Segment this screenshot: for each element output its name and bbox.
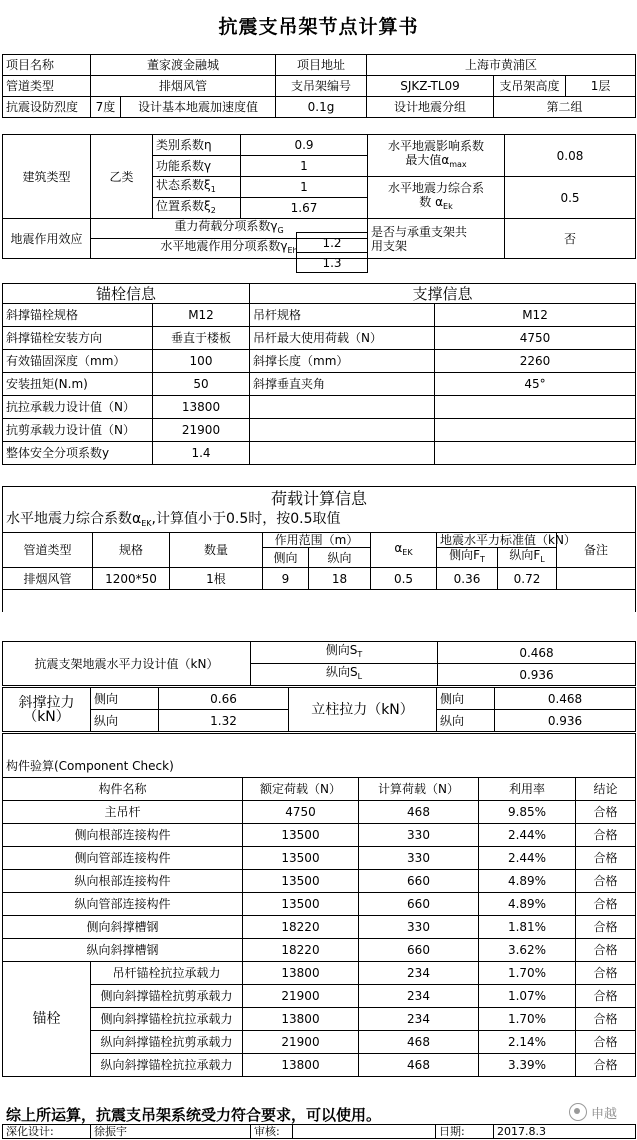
result: 合格 <box>576 916 636 939</box>
utilization: 4.89% <box>479 870 576 893</box>
result: 合格 <box>576 847 636 870</box>
design-force-label: 抗震支架地震水平力设计值（kN） <box>3 642 251 686</box>
col-rated-load: 额定荷载（N） <box>243 778 359 801</box>
col-ft: 侧向$F_T$ <box>437 548 498 568</box>
col-fl: 纵向$F_L$ <box>498 548 557 568</box>
bt-long-value: 1.32 <box>159 710 289 732</box>
calc-load: 330 <box>359 824 479 847</box>
st-label: 侧向$S_T$ <box>251 642 438 664</box>
utilization: 4.89% <box>479 893 576 916</box>
component-name: 侧向管部连接构件 <box>3 847 243 870</box>
pipe-type: 排烟风管 <box>91 76 276 97</box>
bt-side-value: 0.66 <box>159 688 289 710</box>
component-name: 纵向斜撑槽钢 <box>3 939 243 962</box>
xi2-label: 位置系数$\xi_2$ <box>153 198 241 219</box>
utilization: 3.39% <box>479 1054 576 1077</box>
eta-label: 类别系数η <box>153 135 241 156</box>
utilization: 3.62% <box>479 939 576 962</box>
rated-load: 13500 <box>243 893 359 916</box>
col-seismic-std: 地震水平力标准值（kN） <box>437 533 557 548</box>
bt-long-label: 纵向 <box>91 710 159 732</box>
project-name: 董家渡金融城 <box>91 55 276 76</box>
rated-load: 13500 <box>243 870 359 893</box>
support-height-label: 支吊架高度 <box>494 76 566 97</box>
post-tension-label: 立柱拉力（kN） <box>289 688 437 732</box>
component-name: 纵向管部连接构件 <box>3 893 243 916</box>
intensity: 7度 <box>91 97 121 118</box>
component-name: 纵向根部连接构件 <box>3 870 243 893</box>
brace-row-value: 4750 <box>435 327 636 350</box>
component-check-table <box>2 733 636 1077</box>
gamma-values-table <box>296 232 368 273</box>
bt-side-label: 侧向 <box>91 688 159 710</box>
support-height: 1层 <box>566 76 636 97</box>
post-side-label: 侧向 <box>437 688 495 710</box>
calc-load: 234 <box>359 962 479 985</box>
st-value: 0.468 <box>438 642 636 664</box>
support-no: SJKZ-TL09 <box>367 76 494 97</box>
group-label: 设计地震分组 <box>367 97 494 118</box>
col-range-long: 纵向 <box>309 548 371 568</box>
tension-table <box>2 687 636 732</box>
shared-label: 是否与承重支架共 用支架 <box>368 219 505 259</box>
rated-load: 18220 <box>243 939 359 962</box>
col-range-side: 侧向 <box>263 548 309 568</box>
anchor-row-value: M12 <box>153 304 250 327</box>
load-calc-table <box>2 486 636 612</box>
utilization: 2.44% <box>479 824 576 847</box>
result: 合格 <box>576 824 636 847</box>
load-aek: 0.5 <box>371 568 437 590</box>
calc-load: 468 <box>359 1031 479 1054</box>
calc-load: 468 <box>359 801 479 824</box>
gamma-eh-value: 1.3 <box>297 253 368 273</box>
anchor-row-value: 13800 <box>153 396 250 419</box>
component-name: 侧向斜撑槽钢 <box>3 916 243 939</box>
result: 合格 <box>576 985 636 1008</box>
brace-row-value: M12 <box>435 304 636 327</box>
xi2-value: 1.67 <box>241 198 368 219</box>
load-remark <box>557 568 636 590</box>
rated-load: 13500 <box>243 847 359 870</box>
brace-row-label: 吊杆最大使用荷载（N） <box>250 327 435 350</box>
rated-load: 21900 <box>243 1031 359 1054</box>
sl-value: 0.936 <box>438 664 636 686</box>
reviewer-name <box>293 1125 436 1139</box>
utilization: 1.07% <box>479 985 576 1008</box>
brace-row-value: 45° <box>435 373 636 396</box>
anchor-row-value: 垂直于楼板 <box>153 327 250 350</box>
utilization: 1.70% <box>479 962 576 985</box>
calc-load: 660 <box>359 939 479 962</box>
date-value: 2017.8.3 <box>494 1125 636 1139</box>
anchor-row-label: 斜撑锚栓安装方向 <box>3 327 153 350</box>
utilization: 2.14% <box>479 1031 576 1054</box>
anchor-row-value: 50 <box>153 373 250 396</box>
load-calc-header: 荷载计算信息 <box>3 487 636 511</box>
result: 合格 <box>576 1008 636 1031</box>
col-calc-load: 计算荷载（N） <box>359 778 479 801</box>
anchor-row-value: 100 <box>153 350 250 373</box>
calc-load: 660 <box>359 870 479 893</box>
project-name-label: 项目名称 <box>3 55 91 76</box>
calc-load: 330 <box>359 847 479 870</box>
result: 合格 <box>576 801 636 824</box>
result: 合格 <box>576 870 636 893</box>
accel: 0.1g <box>276 97 367 118</box>
aek-value: 0.5 <box>505 177 636 219</box>
result: 合格 <box>576 962 636 985</box>
project-address-label: 项目地址 <box>276 55 367 76</box>
reviewer-label: 审核: <box>251 1125 293 1139</box>
post-side-value: 0.468 <box>495 688 636 710</box>
component-name: 纵向斜撑锚栓抗拉承载力 <box>91 1054 243 1077</box>
calc-load: 660 <box>359 893 479 916</box>
rated-load: 13800 <box>243 1008 359 1031</box>
eta-value: 0.9 <box>241 135 368 156</box>
brace-row-label: 吊杆规格 <box>250 304 435 327</box>
pipe-type-label: 管道类型 <box>3 76 91 97</box>
effect-label: 地震作用效应 <box>3 219 91 259</box>
col-qty: 数量 <box>170 533 263 568</box>
aek-note: 水平地震力综合系数$\alpha_{EK}$,计算值小于0.5时，按0.5取值 <box>3 511 636 533</box>
anchor-row-value: 21900 <box>153 419 250 442</box>
result: 合格 <box>576 1054 636 1077</box>
calc-load: 330 <box>359 916 479 939</box>
col-component-name: 构件名称 <box>3 778 243 801</box>
sl-label: 纵向$S_L$ <box>251 664 438 686</box>
building-type: 乙类 <box>91 135 153 219</box>
calc-load: 234 <box>359 985 479 1008</box>
utilization: 1.70% <box>479 1008 576 1031</box>
rated-load: 4750 <box>243 801 359 824</box>
brace-info-header: 支撑信息 <box>250 284 636 304</box>
project-address: 上海市黄浦区 <box>367 55 636 76</box>
gamma-value: 1 <box>241 156 368 177</box>
anchor-info-header: 锚栓信息 <box>3 284 250 304</box>
result: 合格 <box>576 939 636 962</box>
col-spec: 规格 <box>93 533 170 568</box>
intensity-label: 抗震设防烈度 <box>3 97 91 118</box>
brace-row-label: 斜撑垂直夹角 <box>250 373 435 396</box>
document-title: 抗震支吊架节点计算书 <box>218 16 419 38</box>
designer-name: 徐振宇 <box>91 1125 251 1139</box>
anchor-row-label: 抗拉承载力设计值（N） <box>3 396 153 419</box>
xi1-label: 状态系数$\xi_1$ <box>153 177 241 198</box>
component-name: 侧向斜撑锚栓抗拉承载力 <box>91 1008 243 1031</box>
aek-label: 水平地震力综合系 数 $\alpha_{Ek}$ <box>368 177 505 219</box>
result: 合格 <box>576 1031 636 1054</box>
post-long-value: 0.936 <box>495 710 636 732</box>
load-pipe: 排烟风管 <box>3 568 93 590</box>
col-remark: 备注 <box>557 533 636 568</box>
rated-load: 18220 <box>243 916 359 939</box>
col-aek: $\alpha_{EK}$ <box>371 533 437 568</box>
load-spec: 1200*50 <box>93 568 170 590</box>
brace-tension-label: 斜撑拉力 （kN） <box>3 688 91 732</box>
brace-row-label: 斜撑长度（mm） <box>250 350 435 373</box>
post-long-label: 纵向 <box>437 710 495 732</box>
amax-value: 0.08 <box>505 135 636 177</box>
group: 第二组 <box>494 97 636 118</box>
result: 合格 <box>576 893 636 916</box>
wechat-icon <box>569 1103 587 1121</box>
watermark: 申越 <box>569 1103 617 1122</box>
component-name: 侧向根部连接构件 <box>3 824 243 847</box>
component-name: 侧向斜撑锚栓抗剪承载力 <box>91 985 243 1008</box>
calc-load: 234 <box>359 1008 479 1031</box>
brace-row-value: 2260 <box>435 350 636 373</box>
load-long: 18 <box>309 568 371 590</box>
component-check-header: 构件验算(Component Check) <box>3 756 636 778</box>
rated-load: 13800 <box>243 962 359 985</box>
load-ft: 0.36 <box>437 568 498 590</box>
col-utilization: 利用率 <box>479 778 576 801</box>
project-info-table <box>2 54 636 118</box>
rated-load: 21900 <box>243 985 359 1008</box>
anchor-group-label: 锚栓 <box>3 962 91 1077</box>
component-name: 主吊杆 <box>3 801 243 824</box>
col-result: 结论 <box>576 778 636 801</box>
anchor-row-label: 抗剪承载力设计值（N） <box>3 419 153 442</box>
designer-label: 深化设计: <box>3 1125 91 1139</box>
component-name: 吊杆锚栓抗拉承载力 <box>91 962 243 985</box>
anchor-row-label: 斜撑锚栓规格 <box>3 304 153 327</box>
anchor-brace-table <box>2 283 636 465</box>
utilization: 9.85% <box>479 801 576 824</box>
conclusion-text: 综上所运算，抗震支吊架系统受力符合要求，可以使用。 <box>6 1106 382 1124</box>
utilization: 1.81% <box>479 916 576 939</box>
building-type-label: 建筑类型 <box>3 135 91 219</box>
col-range: 作用范围（m） <box>263 533 371 548</box>
xi1-value: 1 <box>241 177 368 198</box>
load-fl: 0.72 <box>498 568 557 590</box>
gamma-eh-label: 水平地震作用分项系数$\gamma_{Eh}$ <box>91 239 368 259</box>
anchor-row-label: 有效锚固深度（mm） <box>3 350 153 373</box>
load-side: 9 <box>263 568 309 590</box>
signature-table <box>2 1124 636 1139</box>
utilization: 2.44% <box>479 847 576 870</box>
accel-label: 设计基本地震加速度值 <box>121 97 276 118</box>
rated-load: 13500 <box>243 824 359 847</box>
shared-value: 否 <box>505 219 636 259</box>
col-pipe-type: 管道类型 <box>3 533 93 568</box>
amax-label: 水平地震影响系数 最大值$\alpha_{max}$ <box>368 135 505 177</box>
gamma-g-label: 重力荷载分项系数$\gamma_G$ <box>91 219 368 239</box>
component-name: 纵向斜撑锚栓抗剪承载力 <box>91 1031 243 1054</box>
calc-load: 468 <box>359 1054 479 1077</box>
gamma-g-value: 1.2 <box>297 233 368 253</box>
gamma-label: 功能系数γ <box>153 156 241 177</box>
design-force-table <box>2 641 636 686</box>
support-no-label: 支吊架编号 <box>276 76 367 97</box>
anchor-row-label: 安装扭矩(N.m) <box>3 373 153 396</box>
anchor-row-label: 整体安全分项系数y <box>3 442 153 465</box>
date-label: 日期: <box>436 1125 494 1139</box>
anchor-row-value: 1.4 <box>153 442 250 465</box>
load-qty: 1根 <box>170 568 263 590</box>
rated-load: 13800 <box>243 1054 359 1077</box>
